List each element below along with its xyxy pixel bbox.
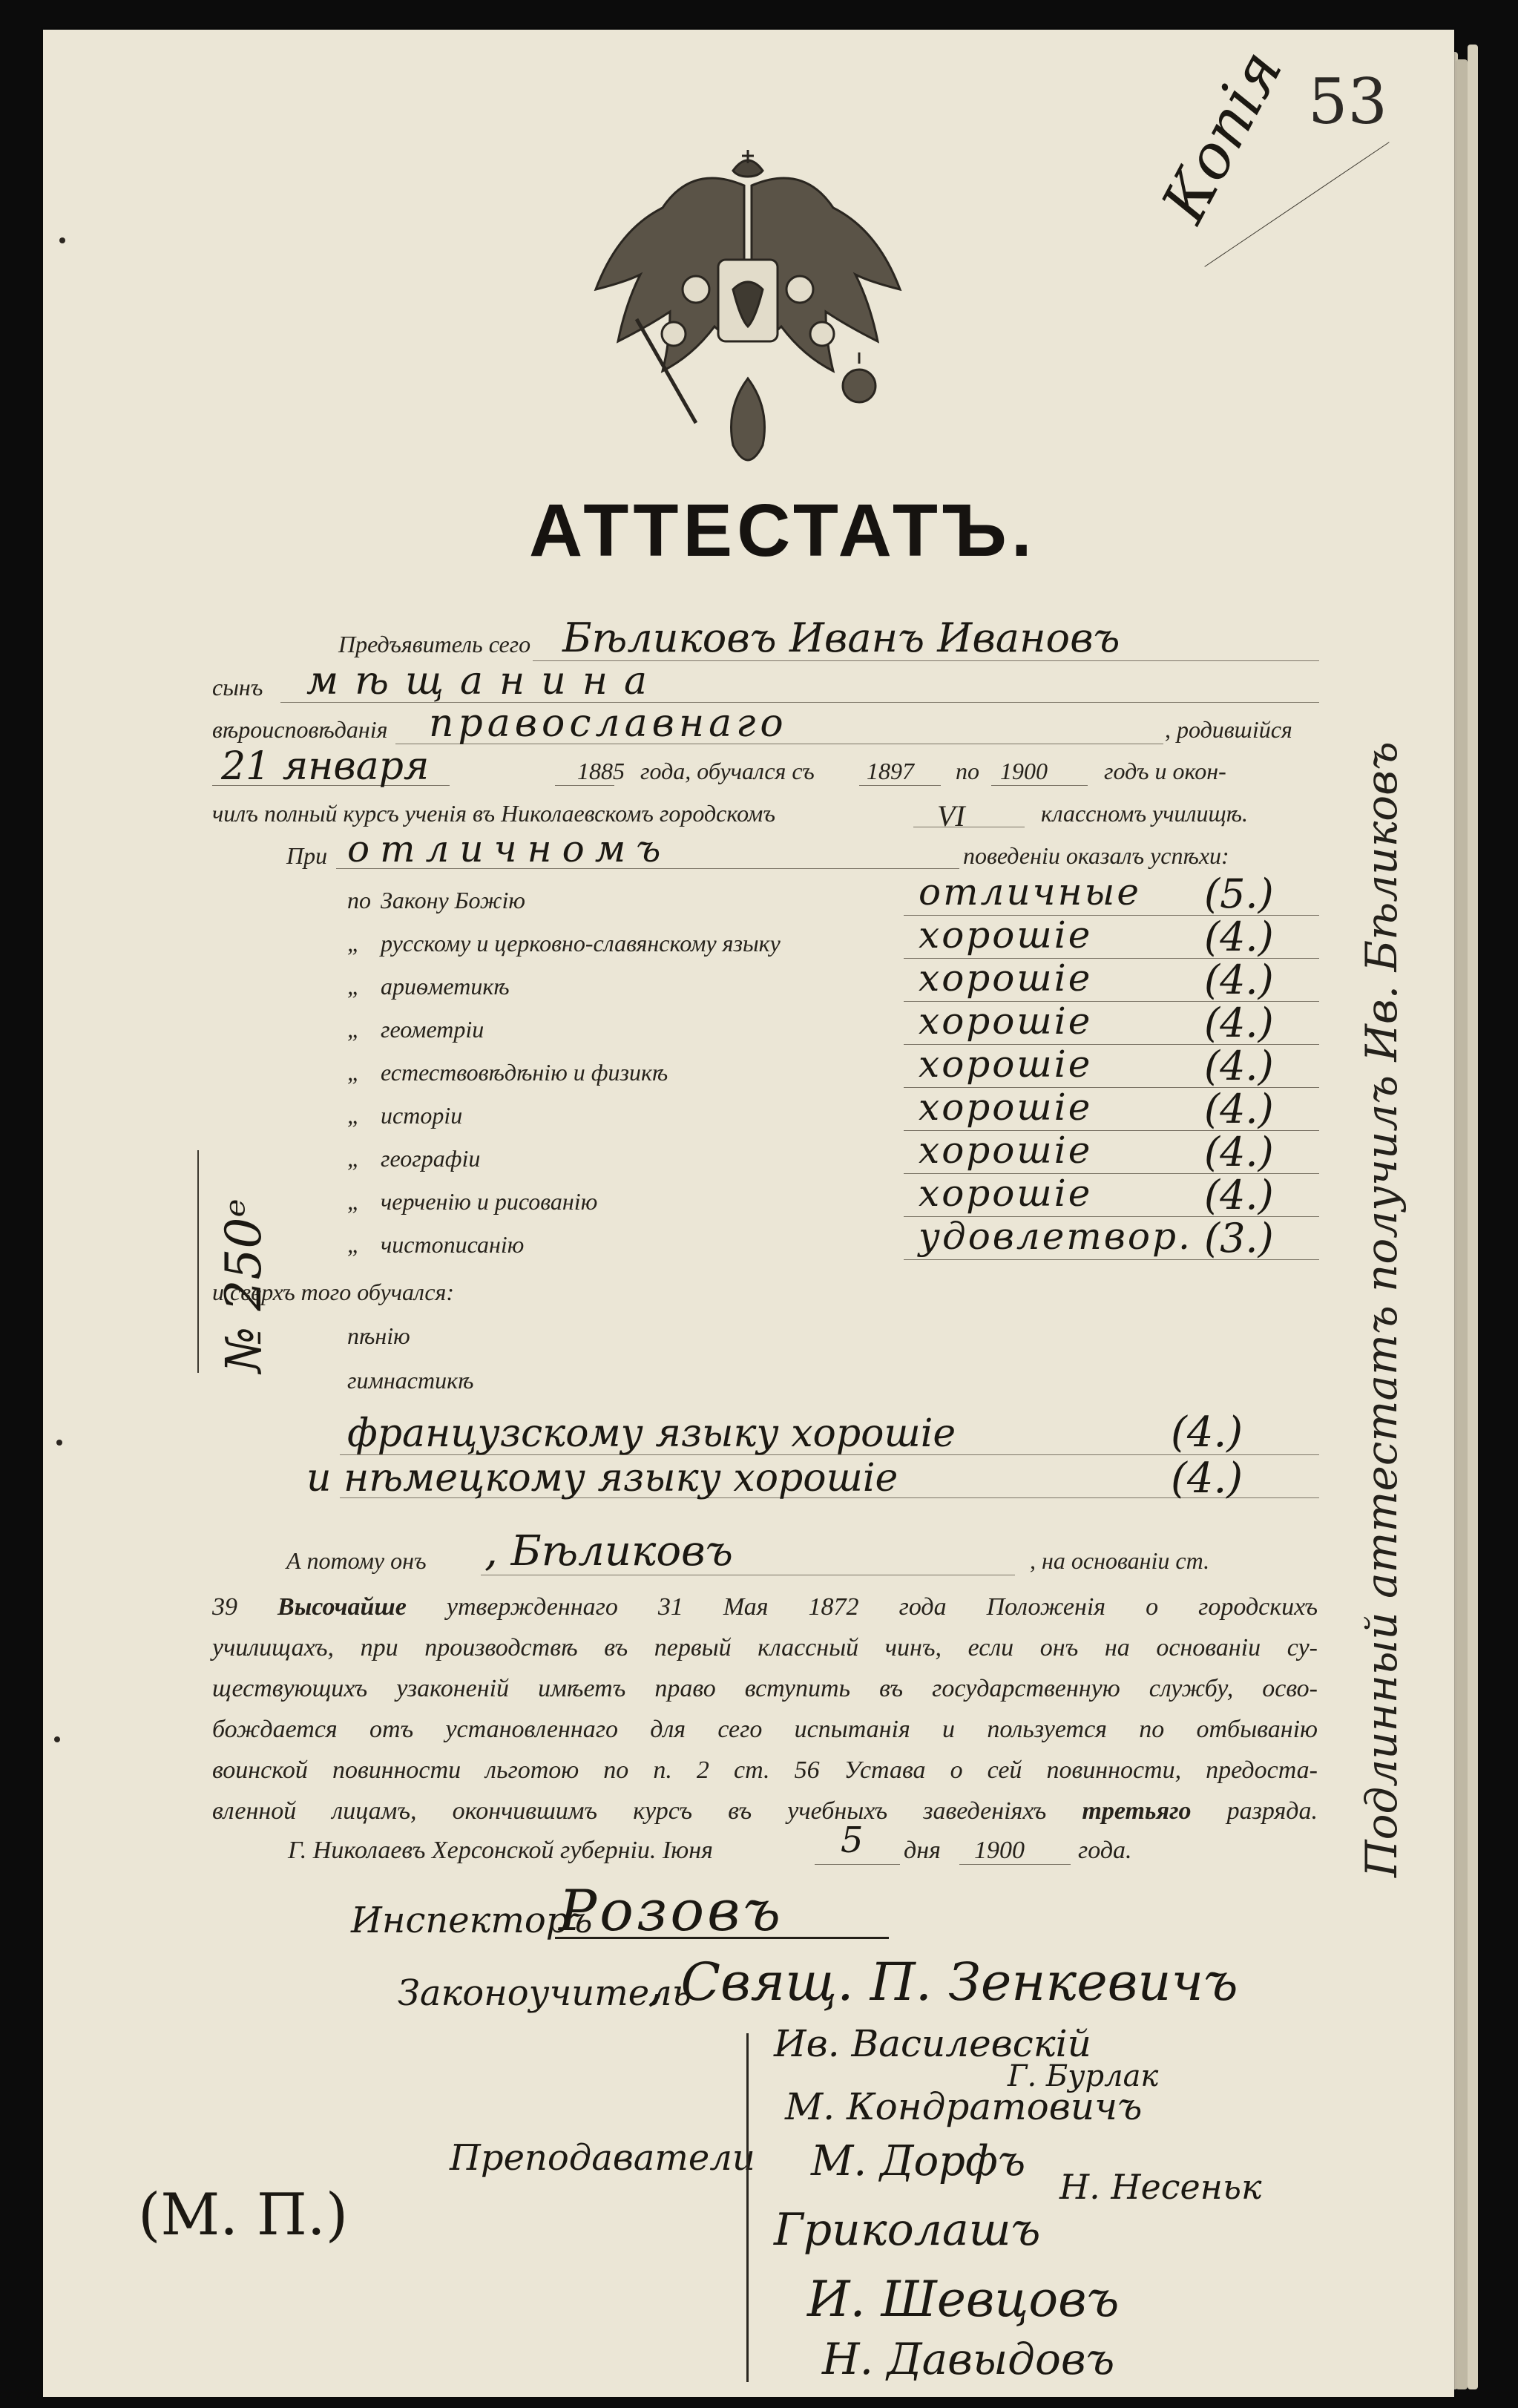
subject-prefix: по — [347, 887, 371, 913]
conclusion-name: , Бѣликовъ — [484, 1527, 733, 1575]
category-word: разряда. — [1226, 1797, 1318, 1825]
double-headed-eagle-emblem — [585, 141, 911, 497]
behaviour-label: При — [286, 842, 328, 869]
seal-place: (М. П.) — [138, 2182, 349, 2248]
subject-name: исторіи — [381, 1102, 463, 1129]
conclusion-line-6: воинской повинности льготою по п. 2 ст. 56 Устава о сей повинности, предоста- — [212, 1756, 1318, 1784]
school-class: VI — [937, 799, 965, 833]
subject-grade: хорошіе — [919, 1129, 1093, 1172]
teacher-signature: Ив. Василевскій — [774, 2022, 1091, 2065]
copy-mark: Копія — [1149, 39, 1297, 234]
fill-line — [991, 785, 1088, 786]
teacher-signature: Н. Несеньк — [1059, 2167, 1262, 2207]
subject-name: черченію и рисованію — [381, 1188, 598, 1215]
extra-item: гимнастикѣ — [347, 1367, 474, 1394]
subject-score: (5.) — [1204, 870, 1274, 917]
subject-score: (4.) — [1204, 1172, 1274, 1218]
year-to: 1900 — [1000, 758, 1048, 784]
law-teacher-label: Законоучитель — [398, 1972, 691, 2014]
subject-score: (4.) — [1204, 1129, 1274, 1175]
subject-prefix: „ — [347, 1059, 361, 1086]
birth-date: 21 января — [221, 744, 430, 789]
subject-name: геометріи — [381, 1016, 484, 1043]
register-rule — [197, 1150, 199, 1373]
subject-name: географіи — [381, 1145, 481, 1172]
subject-score: (4.) — [1204, 1043, 1274, 1089]
subject-grade: отличные — [919, 870, 1141, 913]
subject-name: русскому и церковно-славянскому языку — [381, 930, 781, 957]
teachers-label: Преподаватели — [450, 2137, 755, 2179]
statute-text: утвержденнаго 31 Мая 1872 года Положенія о городскихъ — [446, 1593, 1318, 1621]
date-year: 1900 — [974, 1837, 1025, 1864]
graduates-text: вленной лицамъ, окончившимъ курсъ въ учебныхъ заведеніяхъ — [212, 1797, 1047, 1825]
subject-prefix: „ — [347, 1102, 361, 1129]
religion-label: вѣроисповѣданія — [212, 716, 388, 743]
subject-score: (4.) — [1204, 1086, 1274, 1132]
to-text: по — [956, 758, 979, 784]
year-from: 1897 — [867, 758, 914, 784]
subject-prefix: „ — [347, 1231, 361, 1258]
law-teacher-signature: , Свящ. П. Зенкевичъ — [648, 1952, 1238, 2012]
page-edge — [1468, 45, 1478, 2389]
conclusion-start: А потому онъ — [286, 1547, 427, 1574]
teacher-signature: Г. Бурлак — [1008, 2059, 1159, 2093]
year-label: года. — [1078, 1837, 1132, 1864]
bearer-name: Бѣликовъ Иванъ Ивановъ — [562, 614, 1120, 661]
finished-text: годъ и окон- — [1104, 758, 1226, 784]
inspector-label: Инспекторъ — [351, 1900, 593, 1941]
subject-prefix: „ — [347, 1188, 361, 1215]
teacher-signature: Гриколашъ — [774, 2204, 1041, 2256]
conclusion-line-2 — [212, 1587, 1318, 1627]
teacher-signature: Н. Давыдовъ — [822, 2334, 1115, 2384]
fill-line — [555, 785, 614, 786]
subject-score: (4.) — [1204, 1000, 1274, 1046]
subject-name: чистописанію — [381, 1231, 525, 1258]
subject-score: (4.) — [1204, 913, 1274, 960]
bearer-label: Предъявитель сего — [338, 631, 531, 657]
course-text: чилъ полный курсъ ученія въ Николаевскомъ городскомъ — [212, 800, 775, 827]
article-number: 39 — [212, 1593, 237, 1621]
estate: мѣщанина — [306, 659, 664, 703]
conclusion-line-3: училищахъ, при производствѣ въ первый классный чинъ, если онъ на основаніи су- — [212, 1634, 1318, 1661]
behaviour-suffix: поведеніи оказалъ успѣхи: — [963, 842, 1229, 869]
studied-text: года, обучался съ — [640, 758, 815, 784]
french-grade: французскому языку хорошіе — [347, 1411, 956, 1456]
behaviour: отличномъ — [347, 827, 671, 870]
fill-line — [859, 785, 941, 786]
subject-grade: хорошіе — [919, 913, 1093, 957]
son-label: сынъ — [212, 674, 263, 701]
teacher-signature: И. Шевцовъ — [807, 2271, 1120, 2328]
subject-grade: хорошіе — [919, 1172, 1093, 1215]
subject-grade: удовлетвор. — [919, 1215, 1192, 1258]
subject-score: (3.) — [1204, 1215, 1274, 1262]
subject-prefix: „ — [347, 1016, 361, 1043]
subject-score: (4.) — [1204, 957, 1274, 1003]
extra-label: и сверхъ того обучался: — [212, 1279, 455, 1305]
subject-prefix: „ — [347, 973, 361, 1000]
birth-year: 1885 — [577, 758, 625, 784]
german-score: (4.) — [1171, 1454, 1243, 1503]
subject-grade: хорошіе — [919, 1043, 1093, 1086]
binding-hole — [59, 237, 65, 243]
document-title: АТТЕСТАТЪ. — [529, 489, 1036, 572]
binding-hole — [56, 1440, 62, 1446]
subject-prefix: „ — [347, 930, 361, 957]
inspector-signature: Розовъ — [559, 1877, 783, 1943]
subject-prefix: „ — [347, 1145, 361, 1172]
imperial-word: Высочайше — [277, 1593, 407, 1621]
subject-name: Закону Божію — [381, 887, 525, 913]
date-day: 5 — [841, 1820, 864, 1861]
margin-register-number: № 250ᵉ — [215, 1198, 272, 1373]
binding-hole — [54, 1736, 60, 1742]
subject-grade: хорошіе — [919, 957, 1093, 1000]
subject-grade: хорошіе — [919, 1000, 1093, 1043]
place-text: Г. Николаевъ Херсонской губерніи. Іюня — [288, 1837, 713, 1864]
conclusion-basis: , на основаніи ст. — [1030, 1547, 1210, 1574]
born-label: , родившійся — [1165, 716, 1292, 743]
margin-receipt-note: Подлинный аттестатъ получилъ Ив. Бѣликовъ — [1356, 741, 1407, 1877]
third-word: третьяго — [1082, 1797, 1192, 1825]
extra-item: пѣнію — [347, 1322, 410, 1349]
school-suffix: классномъ училищѣ. — [1041, 800, 1248, 827]
teacher-signature: М. Дорфъ — [811, 2137, 1026, 2185]
fill-line — [815, 1864, 900, 1865]
page-edge — [1456, 59, 1468, 2389]
subject-name: ариѳметикѣ — [381, 973, 510, 1000]
conclusion-line-7 — [212, 1791, 1318, 1831]
day-label: дня — [904, 1837, 941, 1864]
subject-name: естествовѣдѣнію и физикѣ — [381, 1059, 668, 1086]
teacher-signature: М. Кондратовичъ — [785, 2085, 1143, 2128]
archive-page-number: 53 — [1308, 65, 1387, 138]
religion: православнаго — [429, 701, 788, 746]
conclusion-line-4: ществующихъ узаконеній имѣетъ право вступить въ государственную службу, осво- — [212, 1675, 1318, 1702]
conclusion-line-5: бождается отъ установленнаго для сего испытанія и пользуется по отбыванію — [212, 1716, 1318, 1743]
german-grade: и нѣмецкому языку хорошіе — [306, 1456, 898, 1500]
certificate-sheet — [43, 30, 1454, 2397]
teachers-brace — [746, 2033, 749, 2382]
subject-grade: хорошіе — [919, 1086, 1093, 1129]
french-score: (4.) — [1171, 1408, 1243, 1457]
inspector-sign-flourish — [555, 1937, 889, 1939]
